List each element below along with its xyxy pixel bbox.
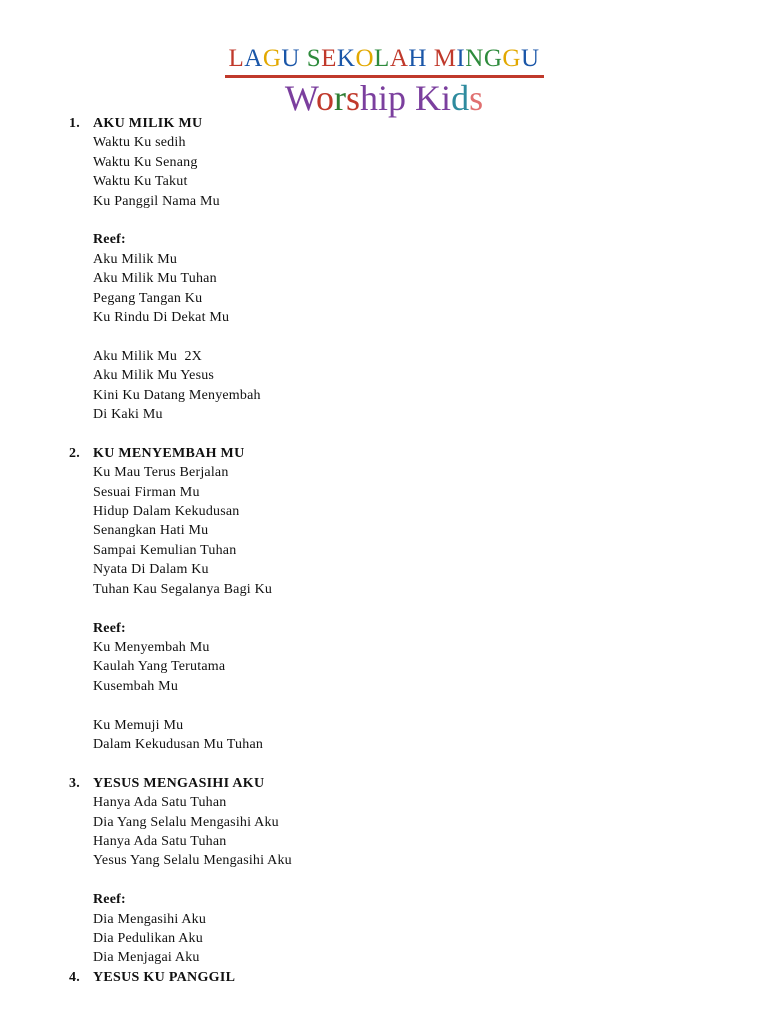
title-letter: H	[408, 45, 427, 72]
title-letter: W	[284, 78, 317, 118]
title-letter	[427, 45, 434, 72]
song-title-text: KU MENYEMBAH MU	[93, 445, 245, 461]
document-header	[0, 44, 768, 118]
lyric-line: Waktu Ku Senang	[93, 154, 198, 170]
lyric-line: Hidup Dalam Kekudusan	[93, 504, 240, 520]
song-list	[69, 114, 709, 987]
lyric-line: Sampai Kemulian Tuhan	[93, 542, 237, 558]
title-letter: M	[433, 45, 457, 72]
title-letter	[406, 78, 415, 118]
song-title	[69, 114, 709, 133]
stanza-spacer	[69, 871, 709, 890]
lyric-line: Aku Milik Mu 2X	[93, 348, 202, 364]
title-letter: I	[456, 45, 466, 72]
title-letter: L	[374, 45, 390, 72]
title-letter: s	[346, 78, 361, 118]
song-title	[69, 444, 709, 463]
stanza-spacer	[69, 696, 709, 715]
title-letter: K	[336, 45, 356, 72]
lyric-line: Sesuai Firman Mu	[93, 484, 200, 500]
section-spacer	[69, 754, 709, 773]
title-letter: h	[360, 78, 379, 118]
title-letter: U	[281, 45, 300, 72]
lyric-line: Ku Mau Terus Berjalan	[93, 465, 229, 481]
song-title-text: YESUS KU PANGGIL	[93, 969, 236, 985]
lyric-line: Ku Memuji Mu	[93, 717, 184, 733]
title-letter: E	[321, 45, 337, 72]
title-letter: G	[262, 45, 282, 72]
title-letter: i	[441, 78, 452, 118]
title-letter: G	[502, 45, 521, 72]
section-spacer	[69, 424, 709, 443]
title-letter: A	[389, 45, 409, 72]
reef-label: Reef:	[93, 232, 126, 248]
lyric-line: Dia Menjagai Aku	[93, 950, 200, 966]
stanza-spacer	[69, 599, 709, 618]
title-letter: O	[355, 45, 375, 72]
title-letter: s	[469, 78, 484, 118]
reef-label: Reef:	[93, 620, 126, 636]
title-letter: K	[415, 78, 442, 118]
lyric-line: Ku Rindu Di Dekat Mu	[93, 310, 230, 326]
song-number: 1.	[69, 116, 81, 131]
lyric-line: Waktu Ku Takut	[93, 174, 188, 190]
lyric-line: Ku Panggil Nama Mu	[93, 193, 220, 209]
title-letter: G	[483, 45, 503, 72]
lyric-line: Dia Pedulikan Aku	[93, 930, 203, 946]
lyric-line: Ku Menyembah Mu	[93, 639, 210, 655]
title-letter: N	[465, 45, 484, 72]
stanza-spacer	[69, 327, 709, 346]
song-number: 4.	[69, 969, 81, 985]
reef-label: Reef:	[93, 892, 126, 908]
document-title	[225, 44, 544, 78]
title-letter: S	[306, 45, 322, 72]
title-letter: p	[388, 78, 407, 118]
lyric-line: Hanya Ada Satu Tuhan	[93, 795, 227, 811]
lyric-line: Senangkan Hati Mu	[93, 523, 209, 539]
lyric-line: Aku Milik Mu Tuhan	[93, 271, 217, 287]
lyric-line: Yesus Yang Selalu Mengasihi Aku	[93, 853, 292, 869]
title-letter: o	[316, 78, 335, 118]
lyric-line: Kaulah Yang Terutama	[93, 659, 226, 675]
song-number: 2.	[69, 445, 81, 461]
lyric-line: Kusembah Mu	[93, 678, 179, 694]
lyric-line: Tuhan Kau Segalanya Bagi Ku	[93, 581, 273, 597]
song-title-text: YESUS MENGASIHI AKU	[93, 775, 265, 791]
lyric-line: Dia Yang Selalu Mengasihi Aku	[93, 814, 279, 830]
lyric-line: Hanya Ada Satu Tuhan	[93, 833, 227, 849]
lyric-line: Dia Mengasihi Aku	[93, 911, 207, 927]
title-letter: U	[520, 45, 540, 72]
title-letter: i	[378, 78, 389, 118]
lyric-line: Di Kaki Mu	[93, 407, 163, 423]
lyric-line: Kini Ku Datang Menyembah	[93, 387, 261, 403]
lyric-line: Waktu Ku sedih	[93, 135, 186, 151]
song-title	[69, 774, 709, 793]
lyric-line: Aku Milik Mu	[93, 251, 178, 267]
lyric-line: Nyata Di Dalam Ku	[93, 562, 209, 578]
song-title	[69, 968, 709, 987]
title-letter	[300, 45, 307, 72]
lyric-line: Dalam Kekudusan Mu Tuhan	[93, 736, 264, 752]
song-number: 3.	[69, 775, 81, 791]
song-title-text: AKU MILIK MU	[93, 116, 203, 131]
title-letter: A	[244, 45, 263, 72]
title-letter: d	[451, 78, 470, 118]
document-subtitle	[0, 78, 768, 118]
stanza-spacer	[69, 211, 709, 230]
lyric-line: Aku Milik Mu Yesus	[93, 368, 215, 384]
lyric-line: Pegang Tangan Ku	[93, 290, 203, 306]
title-letter: L	[228, 45, 245, 72]
title-letter: r	[334, 78, 347, 118]
